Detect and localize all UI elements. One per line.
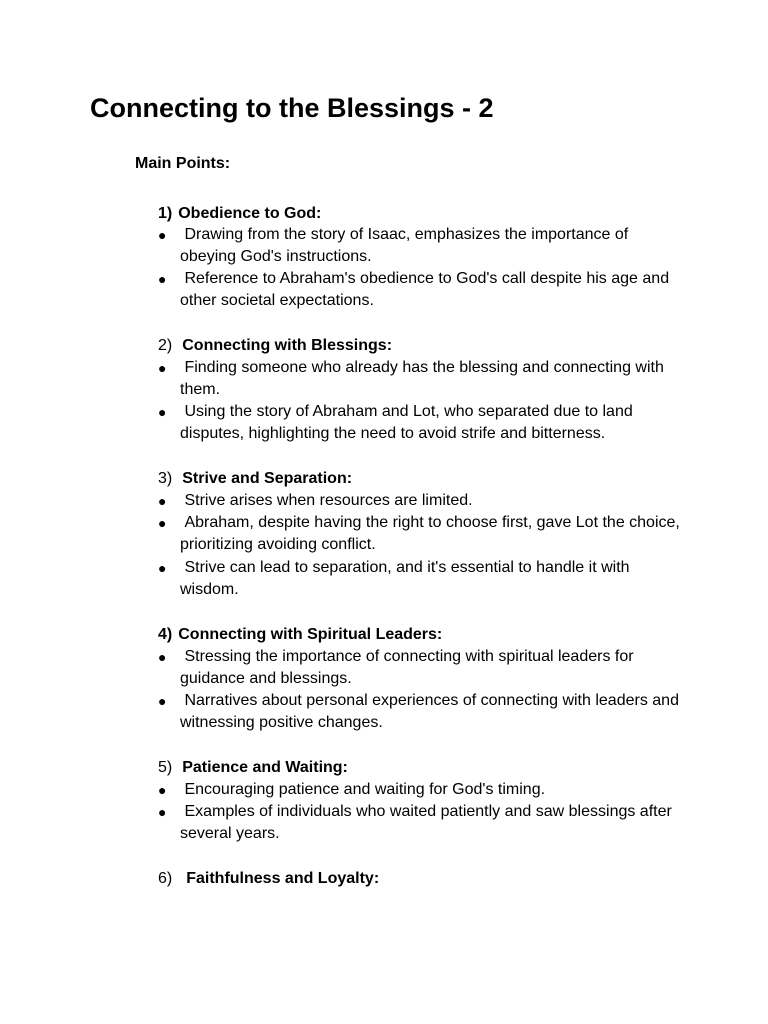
section-number: 4): [158, 626, 173, 643]
section-number: 6): [158, 870, 173, 887]
bullet-item: [158, 401, 688, 445]
bullet-text: Drawing from the story of Isaac, emphasizes the importance of obeying God's instructions.: [180, 226, 629, 265]
bullet-item: [158, 557, 688, 601]
section-heading: [158, 335, 392, 357]
bullet-text: Strive arises when resources are limited.: [180, 492, 473, 509]
bullet-item: [158, 646, 688, 690]
bullet-text: Using the story of Abraham and Lot, who separated due to land disputes, highlighting the need to avoid strife and bitterness.: [180, 403, 633, 442]
bullet-dot-icon: ●: [158, 493, 167, 509]
bullet-dot-icon: ●: [158, 404, 167, 420]
bullet-text: Finding someone who already has the blessing and connecting with them.: [180, 359, 664, 398]
bullet-text: Strive can lead to separation, and it's essential to handle it with wisdom.: [180, 559, 630, 598]
bullet-item: [158, 779, 688, 801]
section-heading-label: Connecting with Spiritual Leaders:: [178, 626, 443, 643]
bullet-item: [158, 357, 688, 401]
section-number: 3): [158, 470, 173, 487]
bullet-item: [158, 690, 688, 734]
section-heading-label: Strive and Separation:: [182, 470, 353, 487]
section-heading-label: Patience and Waiting:: [182, 759, 348, 776]
section-number: 5): [158, 759, 173, 776]
bullet-text: Narratives about personal experiences of connecting with leaders and witnessing positive changes.: [180, 692, 679, 731]
bullet-dot-icon: ●: [158, 360, 167, 376]
bullet-item: [158, 490, 688, 512]
bullet-text: Abraham, despite having the right to choose first, gave Lot the choice, prioritizing avoiding conflict.: [180, 514, 680, 553]
document-title: Connecting to the Blessings - 2: [90, 93, 494, 123]
section-heading-label: Faithfulness and Loyalty:: [186, 870, 380, 887]
bullet-dot-icon: ●: [158, 271, 167, 287]
section-number: 1): [158, 205, 173, 222]
main-points-label: Main Points:: [135, 155, 231, 172]
section-heading-label: Obedience to God:: [178, 205, 322, 222]
section-heading: [158, 868, 379, 890]
section-heading: [158, 757, 348, 779]
bullet-dot-icon: ●: [158, 649, 167, 665]
section-heading: [158, 203, 321, 225]
bullet-dot-icon: ●: [158, 227, 167, 243]
section-number: 2): [158, 337, 173, 354]
bullet-dot-icon: ●: [158, 804, 167, 820]
section-heading-label: Connecting with Blessings:: [182, 337, 393, 354]
bullet-item: [158, 512, 688, 556]
bullet-text: Reference to Abraham's obedience to God's call despite his age and other societal expectations.: [180, 270, 670, 309]
bullet-text: Stressing the importance of connecting with spiritual leaders for guidance and blessings.: [180, 648, 634, 687]
bullet-dot-icon: ●: [158, 560, 167, 576]
bullet-dot-icon: ●: [158, 693, 167, 709]
bullet-dot-icon: ●: [158, 515, 167, 531]
bullet-item: [158, 801, 688, 845]
bullet-item: [158, 268, 688, 312]
section-heading: [158, 624, 442, 646]
section-heading: [158, 468, 352, 490]
bullet-text: Encouraging patience and waiting for God's timing.: [180, 781, 546, 798]
bullet-item: [158, 224, 688, 268]
bullet-dot-icon: ●: [158, 782, 167, 798]
bullet-text: Examples of individuals who waited patiently and saw blessings after several years.: [180, 803, 672, 842]
